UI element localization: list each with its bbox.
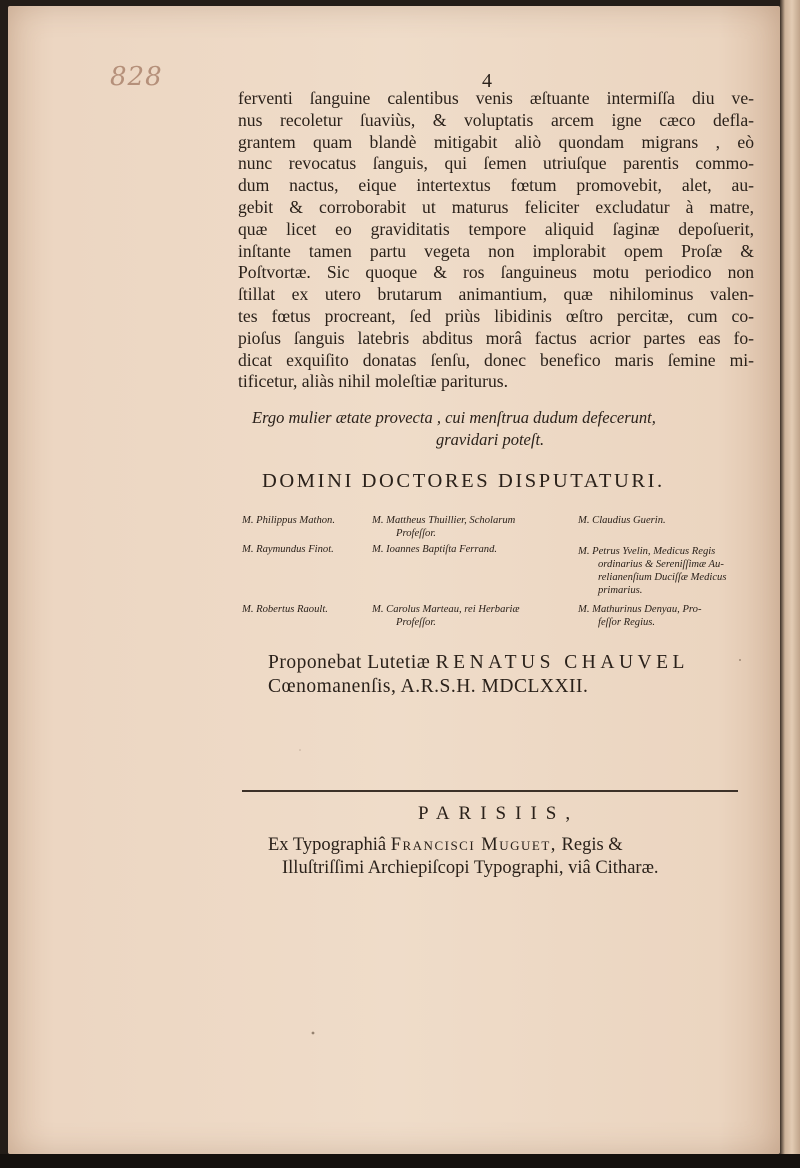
body-line: ſtillat ex utero brutarum animantium, quæ nihilominus valen-: [238, 284, 754, 305]
body-line: gebit & corroborabit ut maturus feliciter excludatur à matre,: [238, 196, 754, 217]
body-line: nunc revocatus ſanguis, qui ſemen utriuſque parentis commo-: [238, 153, 754, 174]
page-number: 4: [482, 70, 492, 92]
doctor-entry: M. Mathurinus Denyau, Pro- feſſor Regius.: [578, 604, 702, 628]
colophon-line-1: Ex Typographiâ Francisci Muguet, Regis &: [268, 835, 623, 855]
conclusion-line-2: gravidari poteſt.: [436, 430, 545, 449]
imprint-line-1: [268, 652, 689, 674]
doctor-entry: M. Raymundus Finot.: [242, 544, 334, 555]
body-line: tes fœtus procreant, ſed priùs libidinis œſtro percitæ, cum co-: [238, 305, 754, 326]
manuscript-page-note: 828: [110, 62, 163, 92]
printer-name: Francisci Muguet,: [390, 835, 557, 855]
doctor-entry: M. Claudius Guerin.: [578, 515, 666, 526]
body-line: pioſus ſanguis latebris abditus morâ factus acrior partes eas fo-: [238, 327, 754, 348]
body-line: nus recoletur ſuaviùs, & voluptatis arcem igne cæco defla-: [238, 109, 754, 130]
colophon-city: PARISIIS,: [418, 803, 580, 824]
doctor-entry: M. Petrus Yvelin, Medicus Regis ordinarius & Sereniſſimæ Au- relianenſium Duciſſæ Medicus primarius.: [578, 546, 727, 596]
imprint-line-2: Cœnomanenſis, A.R.S.H. MDCLXXII.: [268, 676, 589, 697]
body-line: Poſtvortæ. Sic quoque & ros ſanguineus motu periodico non: [238, 262, 754, 283]
doctors-heading: DOMINI DOCTORES DISPUTATURI.: [262, 470, 665, 492]
body-line: tificetur, aliàs nihil moleſtiæ pariturus.: [238, 371, 508, 392]
imprint-author: RENATUS CHAUVEL: [435, 652, 689, 673]
doctor-entry: M. Mattheus Thuillier, Scholarum Profeſſor.: [372, 515, 516, 539]
body-line: inſtante tamen partu vegeta non implorabit opem Proſæ &: [238, 240, 754, 261]
body-line: dicat exquiſito donatas ſenſu, donec benefico maris ſemine mi-: [238, 349, 754, 370]
body-line: dum nactus, eique intertextus fœtum promovebit, alet, au-: [238, 175, 754, 196]
body-line: ferventi ſanguine calentibus venis æſtuante intermiſſa diu ve-: [238, 88, 754, 108]
colophon-line-2: Illuſtriſſimi Archiepiſcopi Typographi, viâ Citharæ.: [282, 858, 659, 878]
doctor-entry: M. Philippus Mathon.: [242, 515, 335, 526]
horizontal-rule: [242, 790, 738, 792]
scan-bottom-border: [0, 1154, 800, 1168]
doctor-entry: M. Robertus Raoult.: [242, 604, 328, 615]
facing-page-edge: [780, 0, 800, 1168]
doctor-entry: M. Carolus Marteau, rei Herbariæ Profeſſor.: [372, 604, 520, 628]
conclusion-line-1: Ergo mulier ætate provecta , cui menſtrua dudum defecerunt,: [252, 408, 656, 427]
imprint-proponebat: Proponebat Lutetiæ: [268, 652, 431, 673]
body-paragraph: [238, 88, 754, 393]
body-line: grantem quam blandè mitigabit aliò quondam migrans , eò: [238, 131, 754, 152]
doctor-entry: M. Ioannes Baptiſta Ferrand.: [372, 544, 498, 555]
body-line: quæ licet eo graviditatis tempore aliquid ſaginæ depoſuerit,: [238, 218, 754, 239]
